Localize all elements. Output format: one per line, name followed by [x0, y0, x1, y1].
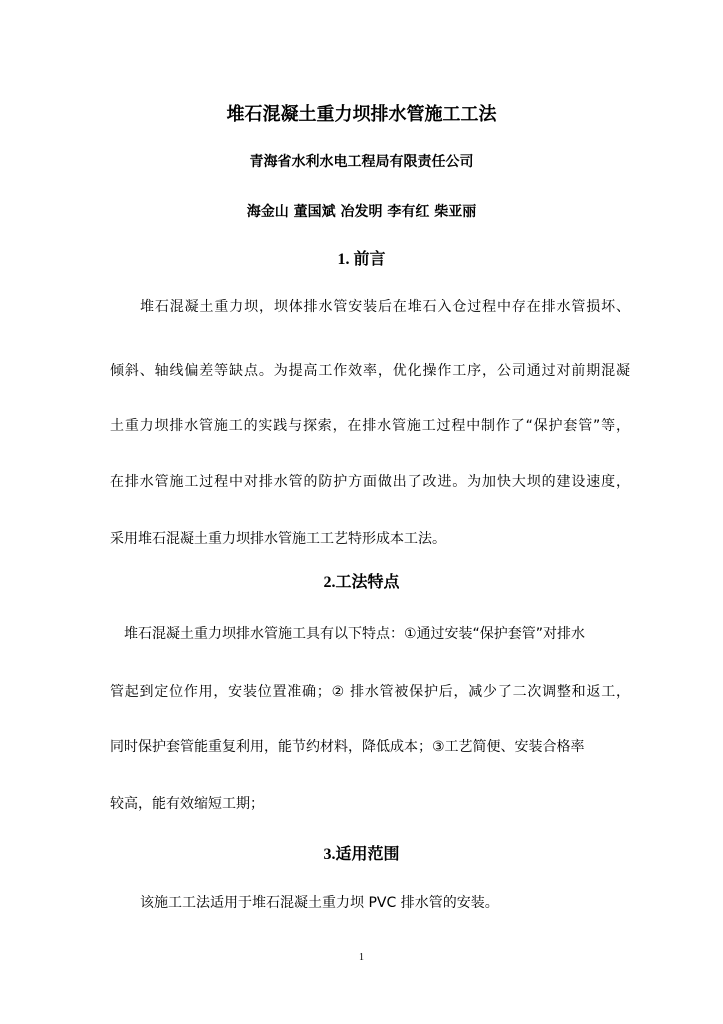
page-number: 1	[359, 952, 364, 963]
section-heading-preface: 1. 前言	[337, 251, 386, 268]
paragraph-line: 较高，能有效缩短工期；	[110, 796, 264, 812]
paragraph-line: 管起到定位作用，安装位置准确；② 排水管被保护后，减少了二次调整和返工，	[110, 684, 630, 700]
section-heading-features: 2.工法特点	[323, 574, 400, 591]
paragraph-line: 堆石混凝土重力坝排水管施工具有以下特点：①通过安装“保护套管”对排水	[124, 626, 586, 642]
organization-name: 青海省水利水电工程局有限责任公司	[249, 154, 474, 170]
paragraph-line: 在排水管施工过程中对排水管的防护方面做出了改进。为加快大坝的建设速度，	[110, 474, 630, 490]
paragraph-line: 土重力坝排水管施工的实践与探索，在排水管施工过程中制作了“保护套管”等，	[110, 418, 630, 434]
document-title: 堆石混凝土重力坝排水管施工工法	[226, 104, 497, 125]
paragraph-line: 倾斜、轴线偏差等缺点。为提高工作效率，优化操作工序，公司通过对前期混凝	[110, 363, 630, 379]
paragraph-line: 采用堆石混凝土重力坝排水管施工工艺特形成本工法。	[110, 531, 446, 547]
section-heading-scope: 3.适用范围	[323, 846, 400, 863]
paragraph-line: 该施工工法适用于堆石混凝土重力坝 PVC 排水管的安装。	[140, 895, 499, 911]
author-list: 海金山 董国斌 冶发明 李有红 柴亚丽	[246, 204, 477, 220]
paragraph-line: 同时保护套管能重复利用，能节约材料，降低成本；③工艺简便、安装合格率	[110, 739, 585, 755]
paragraph-line: 堆石混凝土重力坝，坝体排水管安装后在堆石入仓过程中存在排水管损坏、	[140, 299, 630, 315]
